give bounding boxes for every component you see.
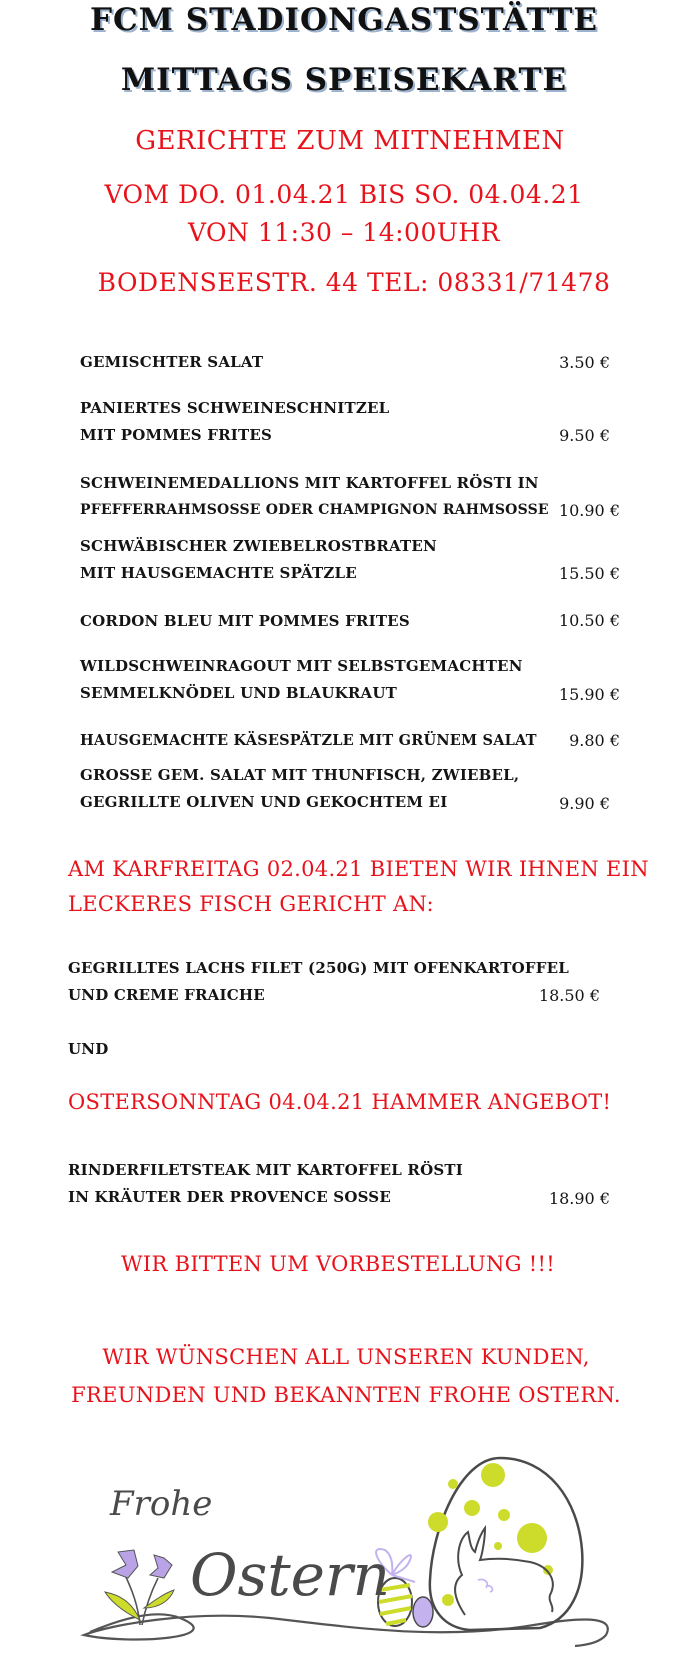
item-name-line2: IN KRÄUTER DER PROVENCE SOSSE — [68, 1188, 391, 1206]
easter-graphic — [70, 1440, 630, 1676]
ostern-text: Ostern — [190, 1541, 391, 1609]
item-name: CORDON BLEU MIT POMMES FRITES — [80, 612, 410, 630]
item-name-line2: SEMMELKNÖDEL UND BLAUKRAUT — [80, 684, 398, 702]
menu-item — [80, 608, 410, 635]
karfreitag-heading — [68, 852, 649, 922]
swoosh-line-icon — [84, 1614, 608, 1646]
date-range: VOM DO. 01.04.21 BIS SO. 04.04.21 — [104, 180, 584, 209]
menu-item — [80, 395, 389, 449]
item-price: 15.50 € — [558, 564, 620, 583]
item-name-line2: MIT HAUSGEMACHTE SPÄTZLE — [80, 564, 357, 582]
item-price: 9.50 € — [559, 426, 610, 445]
ostersonntag-heading: OSTERSONNTAG 04.04.21 HAMMER ANGEBOT! — [68, 1090, 612, 1114]
item-name-line2: GEGRILLTE OLIVEN UND GEKOCHTEM EI — [80, 793, 448, 811]
karfreitag-heading-line2: LECKERES FISCH GERICHT AN: — [68, 892, 434, 916]
menu-item — [80, 349, 263, 376]
address-phone: BODENSEESTR. 44 TEL: 08331/71478 — [97, 268, 611, 297]
menu-item — [80, 470, 549, 524]
menu-item — [80, 653, 523, 707]
item-price: 9.80 € — [569, 731, 620, 750]
item-name: PANIERTES SCHWEINESCHNITZEL — [80, 399, 390, 417]
fish-item — [68, 955, 569, 1009]
item-name: WILDSCHWEINRAGOUT MIT SELBSTGEMACHTEN — [80, 657, 523, 675]
frohe-text: Frohe — [110, 1484, 213, 1524]
item-name-line2: UND CREME FRAICHE — [68, 986, 265, 1004]
easter-greeting — [2, 1338, 688, 1414]
item-name: SCHWEINEMEDALLIONS MIT KARTOFFEL RÖSTI IN — [80, 474, 539, 492]
karfreitag-heading-line1: AM KARFREITAG 02.04.21 BIETEN WIR IHNEN EIN — [68, 857, 649, 881]
menu-item — [80, 727, 537, 754]
fish-price: 18.50 € — [538, 986, 600, 1005]
title-menu: MITTAGS SPEISEKARTE — [120, 62, 568, 98]
big-egg-icon — [428, 1458, 582, 1630]
item-name: HAUSGEMACHTE KÄSESPÄTZLE MIT GRÜNEM SALAT — [80, 732, 537, 749]
steak-item — [68, 1157, 463, 1211]
menu-item — [80, 533, 437, 587]
item-name: RINDERFILETSTEAK MIT KARTOFFEL RÖSTI — [68, 1161, 463, 1179]
item-price: 15.90 € — [558, 685, 620, 704]
greeting-line1: WIR WÜNSCHEN ALL UNSEREN KUNDEN, — [102, 1345, 590, 1369]
steak-price: 18.90 € — [548, 1189, 610, 1208]
connector-und: UND — [68, 1040, 109, 1058]
item-price: 3.50 € — [559, 353, 610, 372]
item-price: 9.90 € — [559, 794, 610, 813]
item-name-line2: MIT POMMES FRITES — [80, 426, 273, 444]
item-name: GEGRILLTES LACHS FILET (250G) MIT OFENKARTOFFEL — [68, 959, 570, 977]
item-name: GROSSE GEM. SALAT MIT THUNFISCH, ZWIEBEL, — [80, 766, 520, 784]
item-price: 10.50 € — [558, 611, 620, 630]
preorder-note: WIR BITTEN UM VORBESTELLUNG !!! — [121, 1252, 555, 1276]
title-restaurant: FCM STADIONGASTSTÄTTE — [89, 2, 599, 38]
purple-egg-icon — [413, 1597, 433, 1627]
opening-hours: VON 11:30 – 14:00UHR — [187, 218, 501, 247]
item-name: SCHWÄBISCHER ZWIEBELROSTBRATEN — [80, 537, 437, 555]
menu-item — [80, 762, 519, 816]
item-name: GEMISCHTER SALAT — [80, 353, 264, 371]
greeting-line2: FREUNDEN UND BEKANNTEN FROHE OSTERN. — [71, 1383, 621, 1407]
subtitle-takeaway: GERICHTE ZUM MITNEHMEN — [135, 126, 565, 156]
item-price: 10.90 € — [558, 501, 620, 520]
item-name-line2: PFEFFERRAHMSOSSE ODER CHAMPIGNON RAHMSOSSE — [80, 502, 549, 518]
